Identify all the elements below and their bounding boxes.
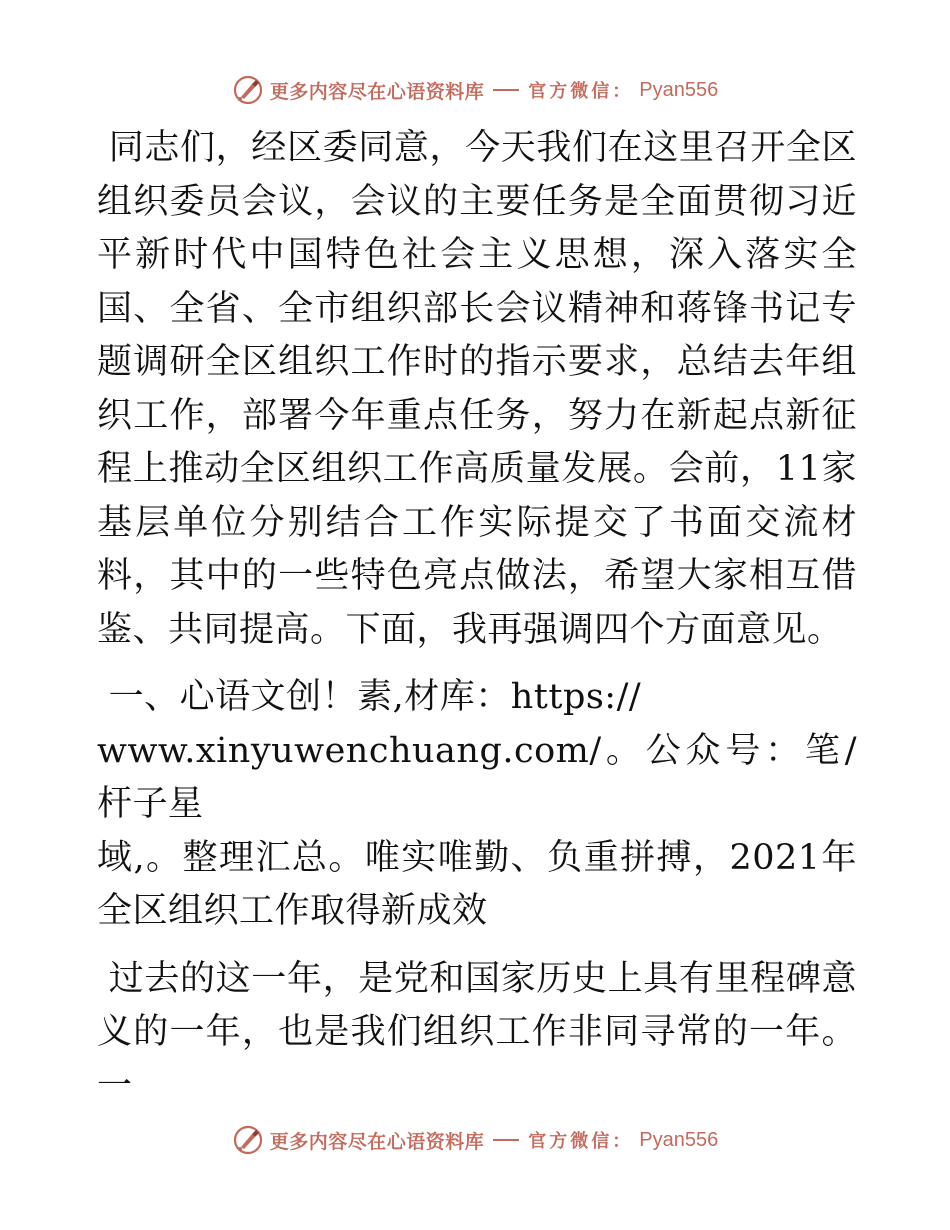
footer-watermark [0,1120,950,1160]
watermark-wechat-label: 官方微信： [528,81,634,102]
document-body [97,122,857,1113]
watermark-dash [493,1139,519,1141]
header-watermark [0,70,950,110]
pen-logo-icon [232,1124,264,1156]
watermark-site-text: 更多内容尽在心语资料库 [269,80,485,103]
paragraph-intro: 同志们，经区委同意，今天我们在这里召开全区组织委员会议，会议的主要任务是全面贯彻习近平新时代中国特色社会主义思想，深入落实全国、全省、全市组织部长会议精神和蒋锋书记专题调研全区组织工作时的指示要求，总结去年组织工作，部署今年重点任务，努力在新起点新征程上推动全区组织工作高质量发展。会前，11家基层单位分别结合工作实际提交了书面交流材料，其中的一些特色亮点做法，希望大家相互借鉴、共同提高。下面，我再强调四个方面意见。 [97,128,857,650]
watermark-wechat-id: Pyan556 [639,1128,719,1151]
watermark-wechat-id: Pyan556 [639,78,719,101]
watermark-site-text: 更多内容尽在心语资料库 [269,1130,485,1153]
watermark-dash [493,89,519,91]
watermark-wechat-label: 官方微信： [528,1131,634,1152]
paragraph-review: 过去的这一年，是党和国家历史上具有里程碑意义的一年，也是我们组织工作非同寻常的一年。一 [97,958,857,1106]
pen-logo-icon [232,74,264,106]
paragraph-section-heading: 一、心语文创！素,材库：https:// www.xinyuwenchuang.com/。公众号：笔/杆子星 域,。整理汇总。唯实唯勤、负重拼搏，2021年全区组织工作取得新成效 [97,677,857,931]
